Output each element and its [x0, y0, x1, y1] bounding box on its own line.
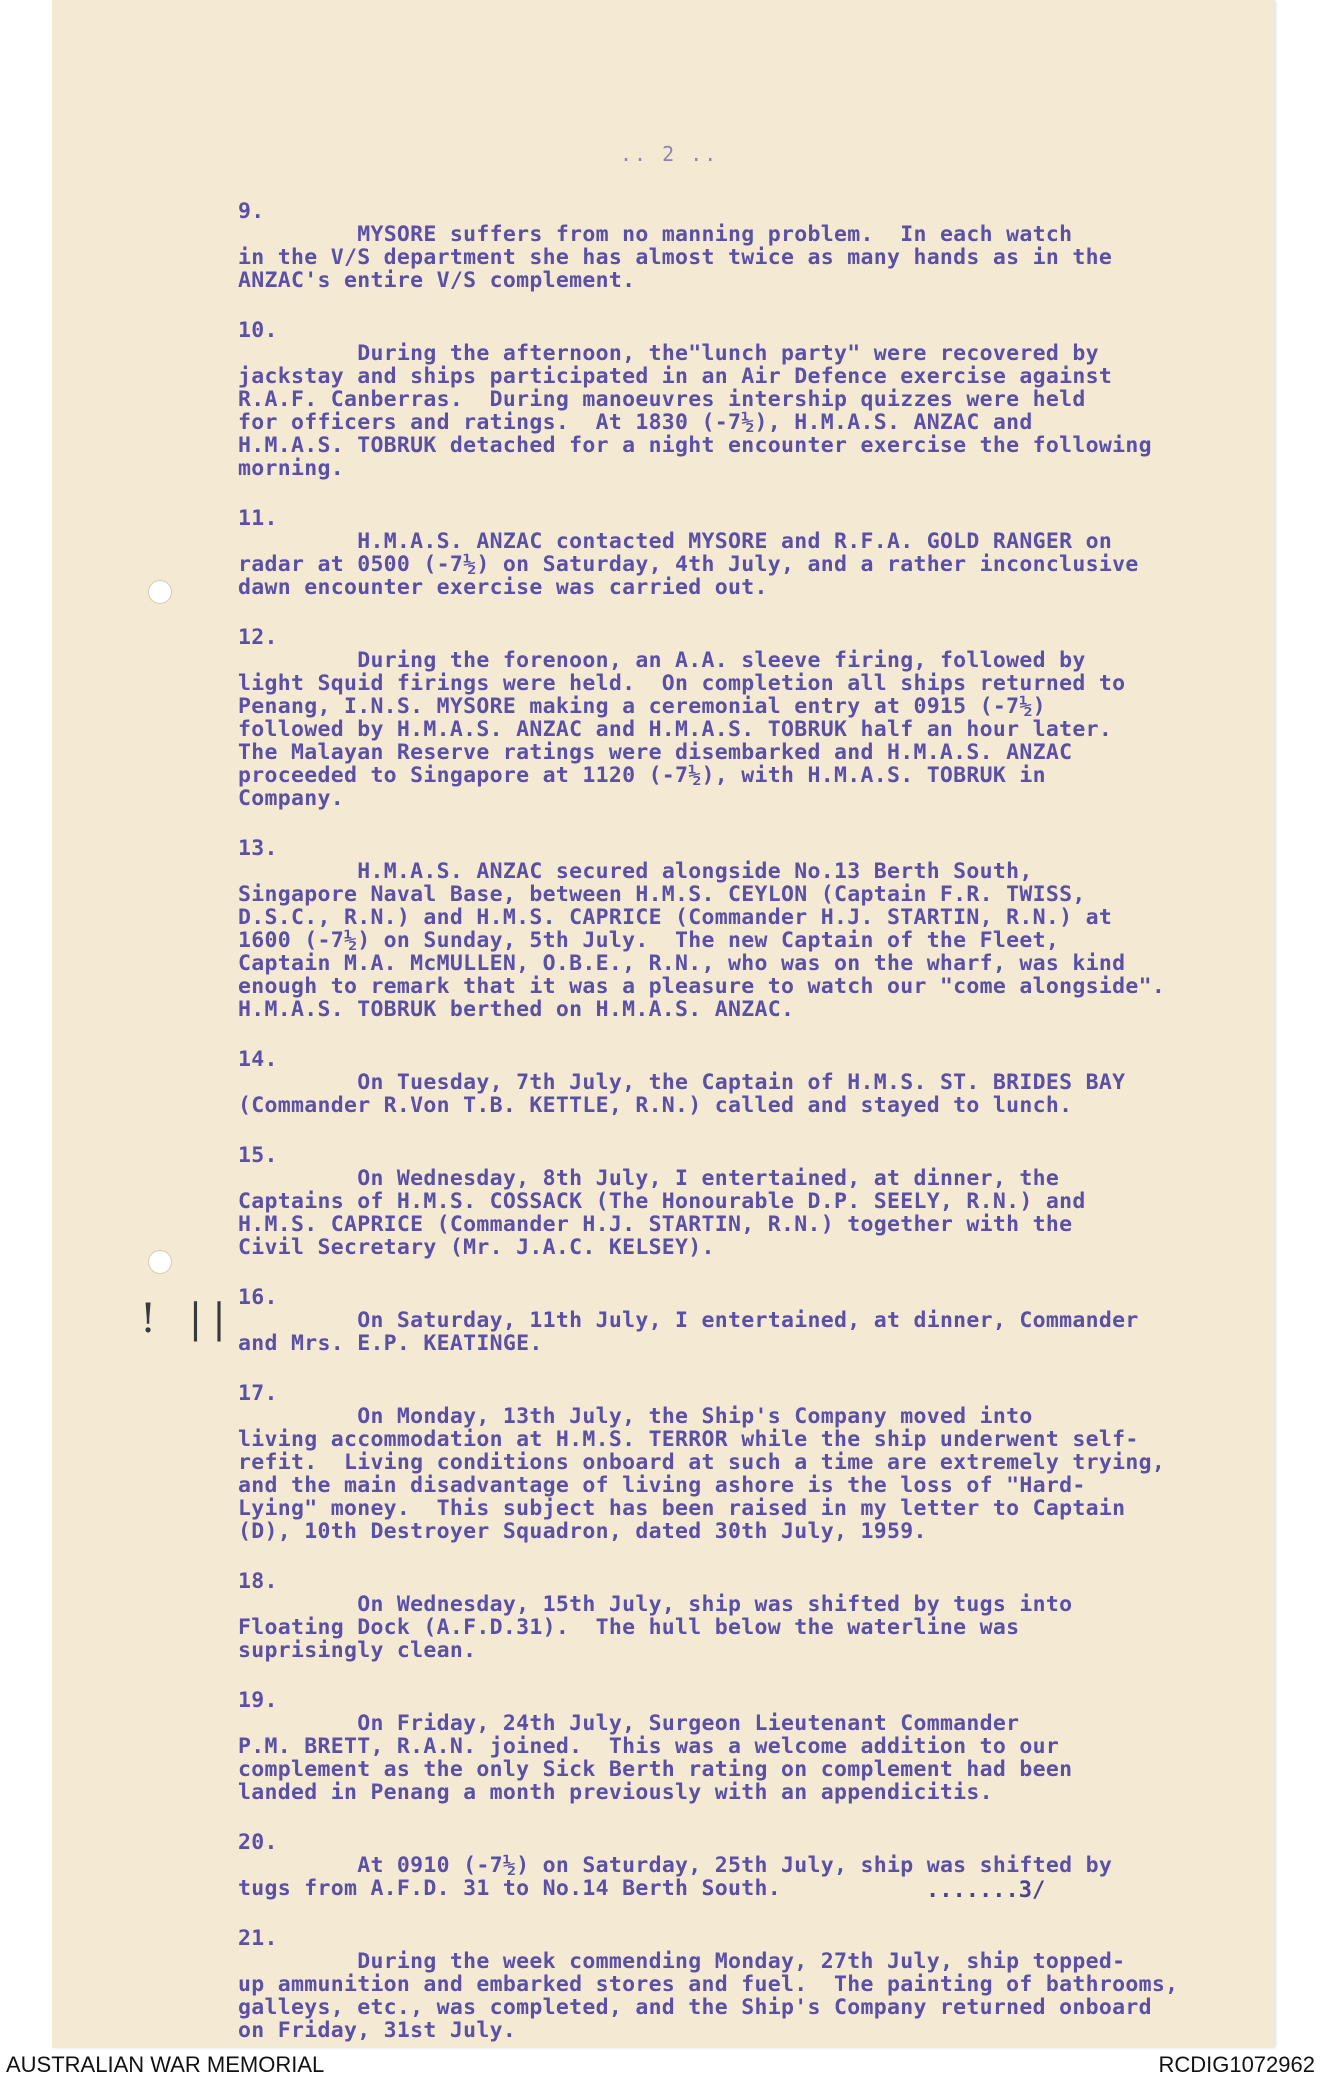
paragraph-line: On Saturday, 11th July, I entertained, at dinner, Commander	[238, 1308, 1139, 1333]
paragraph-number: 9.	[238, 199, 265, 224]
paragraph-line: suprisingly clean.	[238, 1638, 477, 1663]
paragraph-line: Floating Dock (A.F.D.31). The hull below the waterline was	[238, 1615, 1020, 1640]
paragraph-number: 12.	[238, 625, 278, 650]
paragraph-line: radar at 0500 (-7½) on Saturday, 4th July, and a rather inconclusive	[238, 552, 1139, 577]
paragraph-number: 10.	[238, 318, 278, 343]
paragraph	[238, 1689, 1248, 1804]
paragraph-line: jackstay and ships participated in an Air Defence exercise against	[238, 364, 1113, 389]
punch-hole-top	[148, 580, 172, 604]
paragraph-number: 14.	[238, 1047, 278, 1072]
paragraph-line: On Wednesday, 15th July, ship was shifted by tugs into	[238, 1592, 1073, 1617]
paragraph	[238, 319, 1248, 480]
paragraph-line: During the week commending Monday, 27th July, ship topped-	[238, 1949, 1126, 1974]
paragraph	[238, 1382, 1248, 1543]
paragraph-line: D.S.C., R.N.) and H.M.S. CAPRICE (Commander H.J. STARTIN, R.N.) at	[238, 905, 1113, 930]
paragraph-line: H.M.A.S. ANZAC contacted MYSORE and R.F.A. GOLD RANGER on	[238, 529, 1113, 554]
paragraph-number: 16.	[238, 1285, 278, 1310]
paragraph-line: followed by H.M.A.S. ANZAC and H.M.A.S. TOBRUK half an hour later.	[238, 717, 1113, 742]
paragraph-number: 11.	[238, 506, 278, 531]
paragraph-line: and Mrs. E.P. KEATINGE.	[238, 1331, 543, 1356]
footer-reference: RCDIG1072962	[1158, 2052, 1315, 2077]
paragraph	[238, 1144, 1248, 1259]
paragraph	[238, 837, 1248, 1021]
paragraph-line: up ammunition and embarked stores and fuel. The painting of bathrooms,	[238, 1972, 1179, 1997]
paragraph-line: Captains of H.M.S. COSSACK (The Honourable D.P. SEELY, R.N.) and	[238, 1189, 1086, 1214]
paragraph-line: ANZAC's entire V/S complement.	[238, 268, 636, 293]
continuation-marker: .......3/	[926, 1878, 1046, 1903]
punch-hole-bottom	[148, 1250, 172, 1274]
paragraph	[238, 1570, 1248, 1662]
paragraph-line: complement as the only Sick Berth rating on complement had been	[238, 1757, 1073, 1782]
paragraph-line: The Malayan Reserve ratings were disembarked and H.M.A.S. ANZAC	[238, 740, 1073, 765]
paragraph-line: (D), 10th Destroyer Squadron, dated 30th July, 1959.	[238, 1519, 927, 1544]
paragraph-line: During the afternoon, the"lunch party" were recovered by	[238, 341, 1099, 366]
paragraph	[238, 1831, 1248, 1900]
paragraph-line: H.M.A.S. ANZAC secured alongside No.13 Berth South,	[238, 859, 1033, 884]
paragraph	[238, 1286, 1248, 1355]
paragraph-number: 13.	[238, 836, 278, 861]
paragraph-line: dawn encounter exercise was carried out.	[238, 575, 768, 600]
paragraph-line: H.M.A.S. TOBRUK detached for a night encounter exercise the following	[238, 433, 1152, 458]
paragraph-number: 18.	[238, 1569, 278, 1594]
paragraph-line: morning.	[238, 456, 344, 481]
paragraph-number: 15.	[238, 1143, 278, 1168]
paragraph	[238, 1927, 1248, 2042]
paragraph-line: P.M. BRETT, R.A.N. joined. This was a welcome addition to our	[238, 1734, 1060, 1759]
page-marker: .. 2 ..	[620, 142, 719, 166]
paragraph-line: H.M.S. CAPRICE (Commander H.J. STARTIN, R.N.) together with the	[238, 1212, 1073, 1237]
paragraph-line: Civil Secretary (Mr. J.A.C. KELSEY).	[238, 1235, 715, 1260]
paragraph-line: proceeded to Singapore at 1120 (-7½), with H.M.A.S. TOBRUK in	[238, 763, 1046, 788]
paragraph-line: and the main disadvantage of living ashore is the loss of "Hard-	[238, 1473, 1086, 1498]
paragraph-line: tugs from A.F.D. 31 to No.14 Berth South.	[238, 1876, 782, 1901]
paragraph-number: 19.	[238, 1688, 278, 1713]
paragraph-line: On Wednesday, 8th July, I entertained, at dinner, the	[238, 1166, 1060, 1191]
footer-bar	[0, 2050, 1321, 2082]
paragraph	[238, 507, 1248, 599]
paragraph	[238, 1048, 1248, 1117]
paragraph-line: 1600 (-7½) on Sunday, 5th July. The new Captain of the Fleet,	[238, 928, 1060, 953]
paragraph-list	[238, 200, 1248, 2069]
paragraph-line: Singapore Naval Base, between H.M.S. CEYLON (Captain F.R. TWISS,	[238, 882, 1086, 907]
paragraph-line: On Friday, 24th July, Surgeon Lieutenant Commander	[238, 1711, 1020, 1736]
paragraph-line: landed in Penang a month previously with an appendicitis.	[238, 1780, 993, 1805]
footer-source: AUSTRALIAN WAR MEMORIAL	[6, 2052, 325, 2077]
paragraph	[238, 626, 1248, 810]
paragraph-line: (Commander R.Von T.B. KETTLE, R.N.) called and stayed to lunch.	[238, 1093, 1073, 1118]
paragraph-line: galleys, etc., was completed, and the Ship's Company returned onboard	[238, 1995, 1152, 2020]
paragraph-line: MYSORE suffers from no manning problem. In each watch	[238, 222, 1073, 247]
paragraph-line: Captain M.A. McMULLEN, O.B.E., R.N., who was on the wharf, was kind	[238, 951, 1126, 976]
paragraph-line: refit. Living conditions onboard at such a time are extremely trying,	[238, 1450, 1166, 1475]
paragraph	[238, 200, 1248, 292]
paragraph-line: light Squid firings were held. On completion all ships returned to	[238, 671, 1126, 696]
paragraph-line: On Tuesday, 7th July, the Captain of H.M.S. ST. BRIDES BAY	[238, 1070, 1126, 1095]
paragraph-line: At 0910 (-7½) on Saturday, 25th July, ship was shifted by	[238, 1853, 1113, 1878]
paragraph-line: During the forenoon, an A.A. sleeve firing, followed by	[238, 648, 1086, 673]
paragraph-number: 21.	[238, 1926, 278, 1951]
paragraph-number: 17.	[238, 1381, 278, 1406]
paragraph-line: Penang, I.N.S. MYSORE making a ceremonial entry at 0915 (-7½)	[238, 694, 1046, 719]
paragraph-line: R.A.F. Canberras. During manoeuvres intership quizzes were held	[238, 387, 1086, 412]
paragraph-line: on Friday, 31st July.	[238, 2018, 517, 2043]
paragraph-line: H.M.A.S. TOBRUK berthed on H.M.A.S. ANZAC.	[238, 997, 795, 1022]
paragraph-line: in the V/S department she has almost twice as many hands as in the	[238, 245, 1113, 270]
paragraph-line: On Monday, 13th July, the Ship's Company moved into	[238, 1404, 1033, 1429]
paragraph-line: enough to remark that it was a pleasure to watch our "come alongside".	[238, 974, 1166, 999]
paragraph-line: Company.	[238, 786, 344, 811]
paragraph-number: 20.	[238, 1830, 278, 1855]
paragraph-line: for officers and ratings. At 1830 (-7½), H.M.A.S. ANZAC and	[238, 410, 1033, 435]
paragraph-line: Lying" money. This subject has been raised in my letter to Captain	[238, 1496, 1126, 1521]
margin-annotation: ! ||	[140, 1296, 236, 1342]
paragraph-line: living accommodation at H.M.S. TERROR while the ship underwent self-	[238, 1427, 1139, 1452]
